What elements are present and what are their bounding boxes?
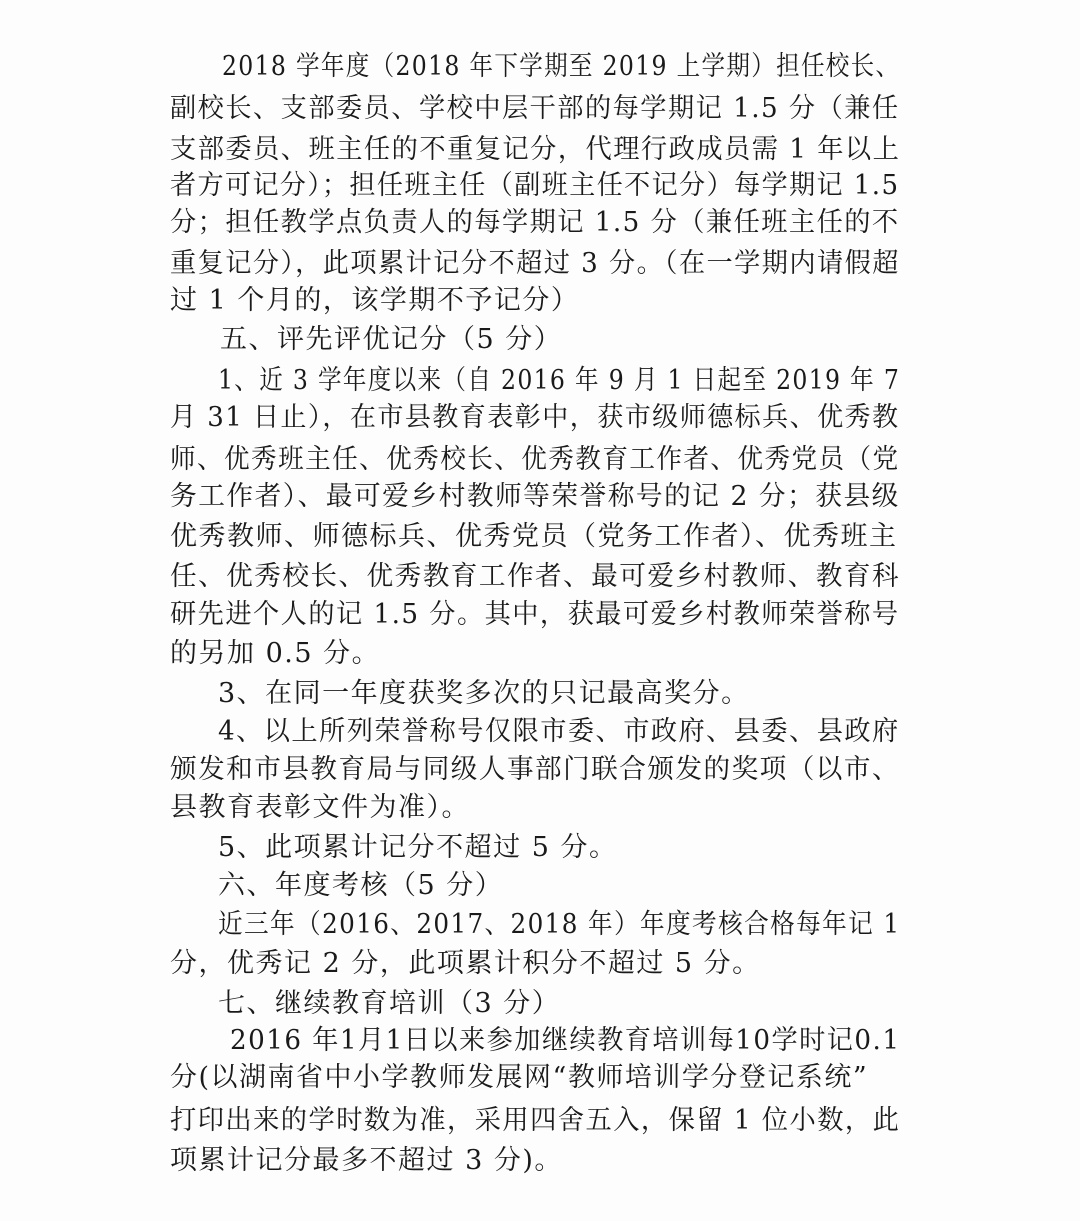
section-heading: 七、继续教育培训（3 分） — [218, 988, 561, 1019]
text-line: 月 31 日止），在市县教育表彰中，获市级师德标兵、优秀教 — [170, 402, 900, 433]
text-line: 务工作者）、最可爱乡村教师等荣誉称号的记 2 分；获县级 — [170, 481, 900, 512]
section-heading: 五、评先评优记分（5 分） — [220, 324, 563, 355]
text-line: 任、优秀校长、优秀教育工作者、最可爱乡村教师、教育科 — [170, 561, 901, 592]
text-line: 近三年（2016、2017、2018 年）年度考核合格每年记 1 — [218, 909, 901, 940]
text-line: 者方可记分）；担任班主任（副班主任不记分）每学期记 1.5 — [170, 170, 900, 201]
text-line: 项累计记分最多不超过 3 分)。 — [170, 1145, 563, 1176]
text-line: 优秀教师、师德标兵、优秀党员（党务工作者）、优秀班主 — [170, 521, 898, 552]
text-line: 重复记分），此项累计记分不超过 3 分。（在一学期内请假超 — [170, 248, 900, 279]
text-line: 分，优秀记 2 分，此项累计积分不超过 5 分。 — [170, 948, 761, 979]
text-line: 2016 年1月1日以来参加继续教育培训每10学时记0.1 — [230, 1025, 901, 1056]
text-line: 打印出来的学时数为准，采用四舍五入，保留 1 位小数，此 — [170, 1105, 901, 1136]
text-line: 过 1 个月的，该学期不予记分） — [170, 285, 580, 316]
text-line: 研先进个人的记 1.5 分。其中，获最可爱乡村教师荣誉称号 — [170, 599, 900, 630]
text-line: 4、以上所列荣誉称号仅限市委、市政府、县委、县政府 — [218, 716, 900, 747]
text-line: 2018 学年度（2018 年下学期至 2019 上学期）担任校长、 — [222, 51, 901, 82]
text-line: 分；担任教学点负责人的每学期记 1.5 分（兼任班主任的不 — [170, 207, 900, 238]
text-line: 支部委员、班主任的不重复记分，代理行政成员需 1 年以上 — [170, 134, 901, 165]
text-line: 分(以湖南省中小学教师发展网“教师培训学分登记系统” — [170, 1062, 869, 1093]
text-line: 1、近 3 学年度以来（自 2016 年 9 月 1 日起至 2019 年 7 — [218, 365, 901, 396]
text-line: 副校长、支部委员、学校中层干部的每学期记 1.5 分（兼任 — [170, 93, 900, 124]
text-line: 3、在同一年度获奖多次的只记最高奖分。 — [218, 678, 750, 709]
section-heading: 六、年度考核（5 分） — [218, 870, 504, 901]
text-line: 师、优秀班主任、优秀校长、优秀教育工作者、优秀党员（党 — [170, 444, 900, 475]
text-line: 5、此项累计记分不超过 5 分。 — [218, 832, 618, 863]
text-line: 颁发和市县教育局与同级人事部门联合颁发的奖项（以市、 — [170, 754, 901, 785]
text-line: 县教育表彰文件为准）。 — [170, 792, 470, 823]
text-line: 的另加 0.5 分。 — [170, 638, 381, 669]
